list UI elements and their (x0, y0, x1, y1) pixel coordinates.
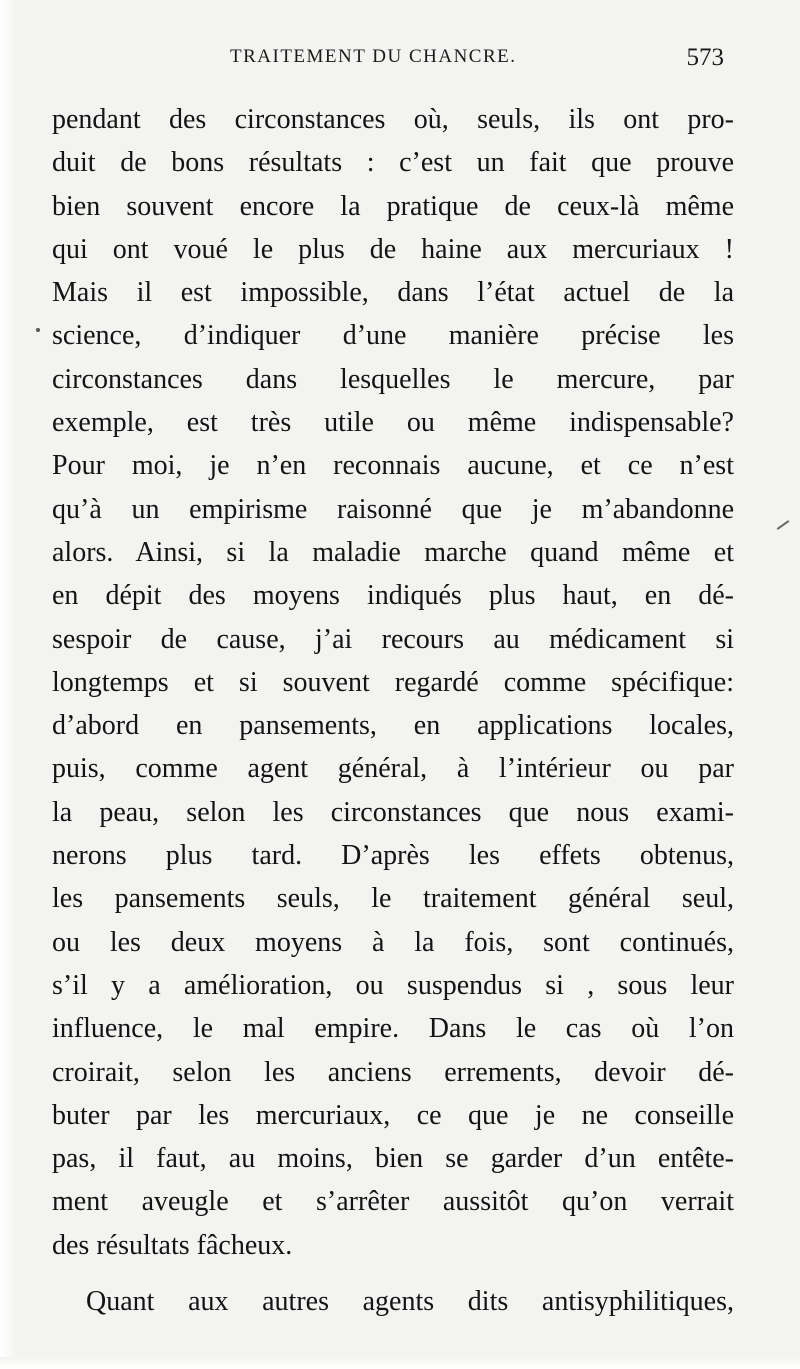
text-line: influence, le mal empire. Dans le cas où l’on (52, 1013, 734, 1045)
text-line: exemple, est très utile ou même indispensable? (52, 407, 734, 439)
text-line: circonstances dans lesquelles le mercure, par (52, 363, 734, 395)
text-line: puis, comme agent général, à l’intérieur ou par (52, 753, 734, 785)
text-line: Quant aux autres agents dits antisyphilitiques, (86, 1286, 734, 1318)
text-line: s’il y a amélioration, ou suspendus si , sous leur (52, 969, 734, 1001)
ink-speck (36, 328, 40, 332)
text-line: longtemps et si souvent regardé comme spécifique: (52, 666, 734, 698)
text-line: qu’à un empirisme raisonné que je m’abandonne (52, 493, 734, 525)
running-title: TRAITEMENT DU CHANCRE. (230, 46, 517, 67)
page-header (230, 44, 730, 78)
text-line: science, d’indiquer d’une manière précise les (52, 320, 734, 352)
pencil-mark (777, 520, 790, 530)
text-line: pas, il faut, au moins, bien se garder d’un entête- (52, 1143, 734, 1175)
text-line: Pour moi, je n’en reconnais aucune, et ce n’est (52, 450, 734, 482)
page-number: 573 (686, 44, 724, 71)
paragraph (52, 98, 734, 1267)
body-text (52, 98, 734, 1323)
text-line: qui ont voué le plus de haine aux mercuriaux ! (52, 233, 734, 265)
text-line: ment aveugle et s’arrêter aussitôt qu’on verrait (52, 1186, 734, 1218)
text-line: Mais il est impossible, dans l’état actuel de la (52, 277, 734, 309)
text-line: buter par les mercuriaux, ce que je ne conseille (52, 1099, 734, 1131)
text-line: sespoir de cause, j’ai recours au médicament si (52, 623, 734, 655)
text-line: bien souvent encore la pratique de ceux-là même (52, 190, 734, 222)
paragraph-gap (52, 1267, 734, 1280)
text-line: la peau, selon les circonstances que nous exami- (52, 796, 734, 828)
text-line: en dépit des moyens indiqués plus haut, en dé- (52, 580, 734, 612)
text-line: duit de bons résultats : c’est un fait que prouve (52, 147, 734, 179)
text-line: des résultats fâcheux. (52, 1229, 293, 1261)
page-edge-left (0, 0, 14, 1369)
text-line: d’abord en pansements, en applications locales, (52, 710, 734, 742)
text-line: croirait, selon les anciens errements, devoir dé- (52, 1056, 734, 1088)
text-line: ou les deux moyens à la fois, sont continués, (52, 926, 734, 958)
text-line: nerons plus tard. D’après les effets obtenus, (52, 840, 734, 872)
text-line: alors. Ainsi, si la maladie marche quand même et (52, 536, 734, 568)
paragraph (52, 1280, 734, 1323)
page-edge-bottom (0, 1357, 800, 1369)
text-line: pendant des circonstances où, seuls, ils ont pro- (52, 104, 734, 135)
text-line: les pansements seuls, le traitement général seul, (52, 883, 734, 915)
